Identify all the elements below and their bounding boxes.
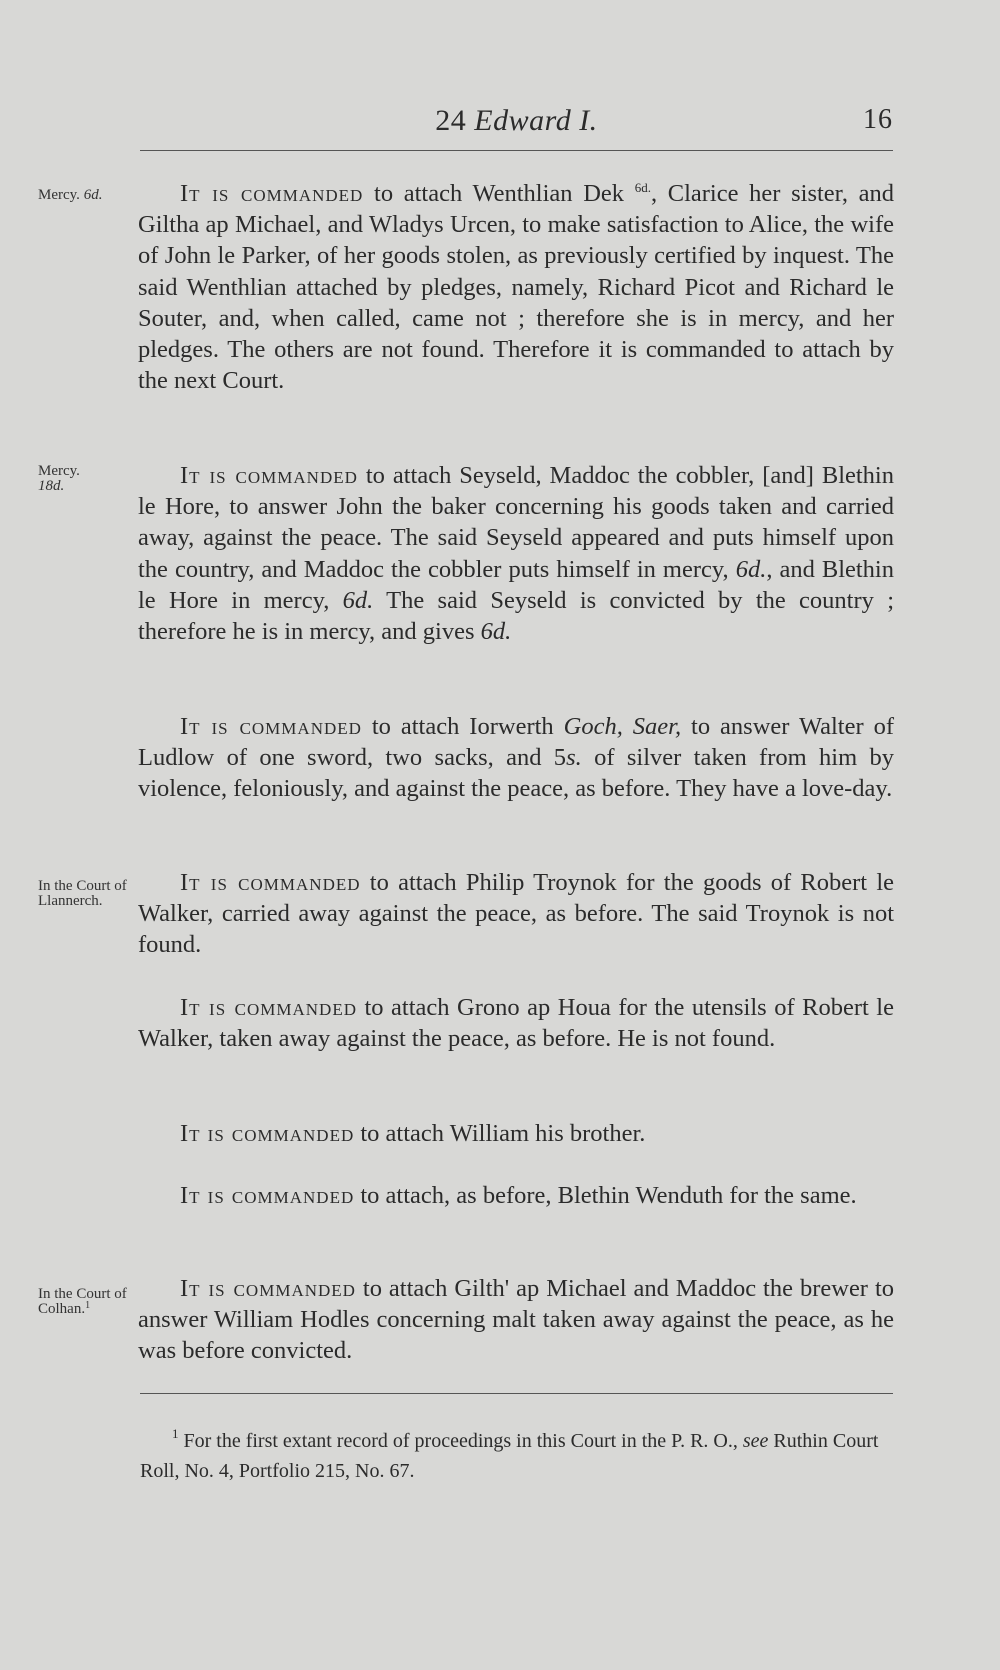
lead-words: It is commanded [180,1182,355,1209]
reign-title: Edward I. [474,104,598,137]
paragraph: It is commanded to attach Iorwerth Goch, Saer, to answer Walter of Ludlow of one sword, two sacks, and 5s. of silver taken from him by violence, feloniously, and against the peace, as before. They have a love-day. [138,713,894,803]
footnote-ref: 1 [85,1300,91,1311]
paragraph: It is commanded to attach Wenthlian Dek $^{6d.}$, Clarice her sister, and Giltha ap Michael, and Wladys Urcen, to make satisfaction to Alice, the wife of John le Parker, of her goods stolen, as previously certified by inquest. The said Wenthlian attached by pledges, namely, Richard Picot and Richard le Souter, and, when called, came not ; therefore she is in mercy, and her pledges. The others are not found. Therefore it is commanded to attach by the next Court. [138,180,895,395]
paragraph: It is commanded to attach, as before, Blethin Wenduth for the same. [180,1182,857,1209]
lead-words: It is commanded [180,713,362,740]
margin-note-mercy: Mercy. 18d. [38,463,80,494]
paragraph: It is commanded to attach William his brother. [180,1120,646,1147]
lead-words: It is commanded [180,1120,355,1147]
page-number: 16 [863,104,893,135]
lead-words: It is commanded [180,462,358,489]
paragraph: It is commanded to attach Gilth' ap Michael and Maddoc the brewer to answer William Hodles concerning malt taken away against the peace, as he was before convicted. [138,1275,894,1365]
paragraph: It is commanded to attach Philip Troynok for the goods of Robert le Walker, carried away against the peace, as before. The said Troynok is not found. [138,869,895,959]
margin-note-mercy: Mercy. 6d. [38,187,103,203]
running-title [140,104,893,138]
margin-note-court: In the Court of Llannerch. [38,878,127,909]
margin-note-court: In the Court of Colhan.$^1$ [38,1286,127,1317]
lead-words: It is commanded [180,180,364,207]
sup-amount: 6d. [634,180,651,195]
footnote-rule [140,1393,893,1394]
regnal-year: 24 [435,104,467,137]
footnote: $^1$ For the first extant record of proceedings in this Court in the P. R. O., see Ruthin Court Roll, No. 4, Portfolio 215, No. 67. [140,1426,879,1482]
lead-words: It is commanded [180,994,357,1021]
header-rule [140,150,893,151]
footnote-marker: 1 [172,1426,179,1441]
lead-words: It is commanded [180,869,361,896]
running-header [140,104,893,150]
paragraph: It is commanded to attach Seyseld, Maddoc the cobbler, [and] Blethin le Hore, to answer John the baker concerning his goods taken and carried away, against the peace. The said Seyseld appeared and puts himself upon the country, and Maddoc the cobbler puts himself in mercy, 6d., and Blethin le Hore in mercy, 6d. The said Seyseld is convicted by the country ; therefore he is in mercy, and gives 6d. [138,462,894,646]
paragraph: It is commanded to attach Grono ap Houa for the utensils of Robert le Walker, taken away against the peace, as before. He is not found. [138,994,894,1053]
lead-words: It is commanded [180,1275,356,1302]
